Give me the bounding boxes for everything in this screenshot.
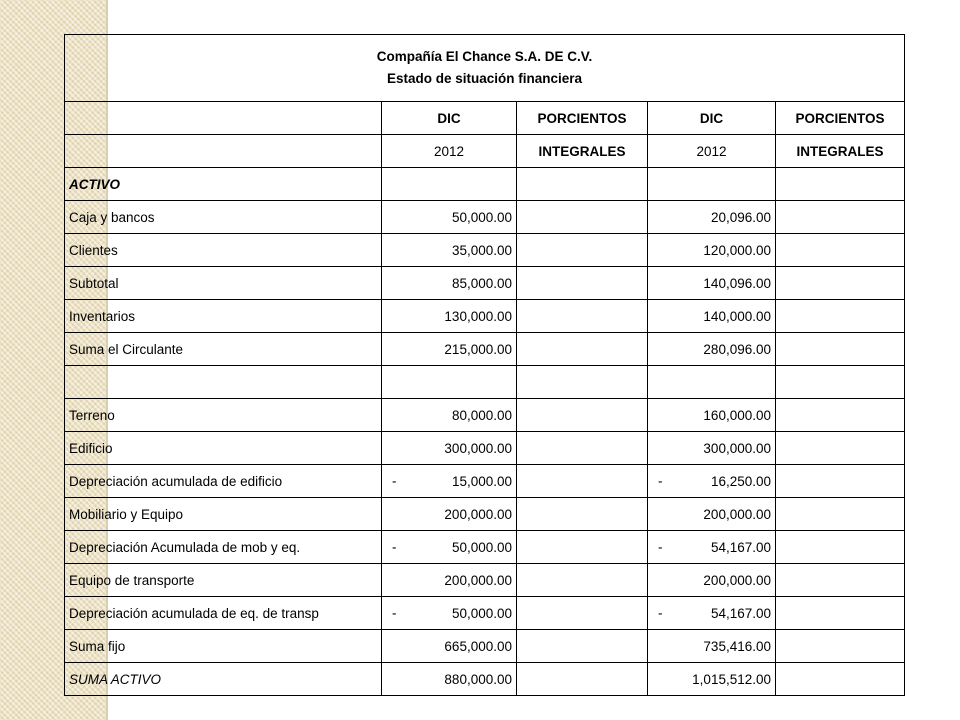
empty-cell (517, 465, 648, 498)
minus-sign: - (392, 539, 397, 555)
empty-cell (776, 498, 905, 531)
value-dic-2012-a: 85,000.00 (382, 267, 517, 300)
value-text: 16,250.00 (710, 473, 771, 489)
value-dic-2012-b: 160,000.00 (648, 399, 776, 432)
row-label: Suma el Circulante (65, 333, 382, 366)
value-dic-2012-b (648, 531, 776, 564)
empty-cell (517, 432, 648, 465)
value-dic-2012-b: 120,000.00 (648, 234, 776, 267)
row-label: Terreno (65, 399, 382, 432)
col-header-dic-2: DIC (648, 102, 776, 135)
empty-cell (776, 333, 905, 366)
value-dic-2012-a: 665,000.00 (382, 630, 517, 663)
value-dic-2012-b: 20,096.00 (648, 201, 776, 234)
company-name: Compañía El Chance S.A. DE C.V. (376, 49, 593, 64)
table-row (65, 333, 905, 366)
row-label: Depreciación Acumulada de mob y eq. (65, 531, 382, 564)
empty-cell (776, 531, 905, 564)
empty-cell (517, 201, 648, 234)
table-row (65, 531, 905, 564)
value-dic-2012-b (648, 465, 776, 498)
empty-cell (517, 498, 648, 531)
col-header-porcientos-1: PORCIENTOS (517, 102, 648, 135)
table-row (65, 597, 905, 630)
minus-sign: - (392, 605, 397, 621)
empty-cell (517, 366, 648, 399)
value-text: 54,167.00 (710, 539, 771, 555)
empty-cell (776, 399, 905, 432)
empty-cell (776, 630, 905, 663)
empty-cell (382, 168, 517, 201)
minus-sign: - (658, 473, 663, 489)
value-dic-2012-b: 200,000.00 (648, 498, 776, 531)
table-row (65, 267, 905, 300)
minus-sign: - (658, 539, 663, 555)
value-dic-2012-a: 35,000.00 (382, 234, 517, 267)
value-dic-2012-b: 1,015,512.00 (648, 663, 776, 696)
empty-cell (776, 465, 905, 498)
empty-cell (776, 267, 905, 300)
row-label: Clientes (65, 234, 382, 267)
value-dic-2012-a: 880,000.00 (382, 663, 517, 696)
minus-sign: - (658, 605, 663, 621)
table-row (65, 630, 905, 663)
section-row (65, 168, 905, 201)
value-dic-2012-a: 130,000.00 (382, 300, 517, 333)
table-row (65, 663, 905, 696)
value-dic-2012-b: 735,416.00 (648, 630, 776, 663)
empty-cell (776, 432, 905, 465)
empty-cell (776, 234, 905, 267)
table-row (65, 201, 905, 234)
table-row (65, 300, 905, 333)
value-dic-2012-a: 80,000.00 (382, 399, 517, 432)
row-label: Equipo de transporte (65, 564, 382, 597)
empty-cell (382, 366, 517, 399)
table-row (65, 498, 905, 531)
empty-cell (517, 564, 648, 597)
col-header-dic-1: DIC (382, 102, 517, 135)
value-dic-2012-a: 50,000.00 (382, 201, 517, 234)
row-label: Edificio (65, 432, 382, 465)
value-dic-2012-b: 140,000.00 (648, 300, 776, 333)
row-label: Subtotal (65, 267, 382, 300)
blank-row (65, 366, 905, 399)
blank-header-cell (65, 135, 382, 168)
empty-cell (776, 366, 905, 399)
value-text: 15,000.00 (451, 473, 512, 489)
empty-cell (517, 597, 648, 630)
row-label: SUMA ACTIVO (65, 663, 382, 696)
value-dic-2012-a: 200,000.00 (382, 564, 517, 597)
column-header-row-1 (65, 102, 905, 135)
col-header-porcientos-2: PORCIENTOS (776, 102, 905, 135)
table-row (65, 465, 905, 498)
empty-cell (648, 366, 776, 399)
title-cell (65, 35, 905, 102)
col-header-year-2: 2012 (648, 135, 776, 168)
balance-sheet-table (64, 34, 905, 696)
col-header-year-1: 2012 (382, 135, 517, 168)
column-header-row-2 (65, 135, 905, 168)
value-dic-2012-b (648, 597, 776, 630)
empty-cell (776, 663, 905, 696)
table-row (65, 564, 905, 597)
row-label: Depreciación acumulada de edificio (65, 465, 382, 498)
empty-cell (776, 300, 905, 333)
empty-cell (65, 366, 382, 399)
empty-cell (517, 267, 648, 300)
row-label: Mobiliario y Equipo (65, 498, 382, 531)
blank-header-cell (65, 102, 382, 135)
empty-cell (517, 663, 648, 696)
empty-cell (517, 399, 648, 432)
col-header-integrales-1: INTEGRALES (517, 135, 648, 168)
value-dic-2012-b: 300,000.00 (648, 432, 776, 465)
value-dic-2012-a: 200,000.00 (382, 498, 517, 531)
value-dic-2012-a (382, 465, 517, 498)
empty-cell (776, 597, 905, 630)
row-label: Caja y bancos (65, 201, 382, 234)
empty-cell (517, 531, 648, 564)
value-dic-2012-a: 215,000.00 (382, 333, 517, 366)
row-label: Depreciación acumulada de eq. de transp (65, 597, 382, 630)
table-row (65, 234, 905, 267)
value-text: 50,000.00 (451, 539, 512, 555)
col-header-integrales-2: INTEGRALES (776, 135, 905, 168)
table-row (65, 399, 905, 432)
minus-sign: - (392, 473, 397, 489)
value-text: 54,167.00 (710, 605, 771, 621)
value-dic-2012-b: 200,000.00 (648, 564, 776, 597)
title-row (65, 35, 905, 102)
empty-cell (776, 168, 905, 201)
empty-cell (776, 201, 905, 234)
empty-cell (517, 630, 648, 663)
value-text: 50,000.00 (451, 605, 512, 621)
table-row (65, 432, 905, 465)
value-dic-2012-b: 140,096.00 (648, 267, 776, 300)
value-dic-2012-a: 300,000.00 (382, 432, 517, 465)
empty-cell (648, 168, 776, 201)
row-label: Inventarios (65, 300, 382, 333)
row-label: Suma fijo (65, 630, 382, 663)
statement-title: Estado de situación financiera (386, 71, 583, 86)
empty-cell (517, 300, 648, 333)
empty-cell (517, 333, 648, 366)
empty-cell (776, 564, 905, 597)
section-label-activo: ACTIVO (65, 168, 382, 201)
value-dic-2012-b: 280,096.00 (648, 333, 776, 366)
value-dic-2012-a (382, 531, 517, 564)
value-dic-2012-a (382, 597, 517, 630)
empty-cell (517, 168, 648, 201)
empty-cell (517, 234, 648, 267)
